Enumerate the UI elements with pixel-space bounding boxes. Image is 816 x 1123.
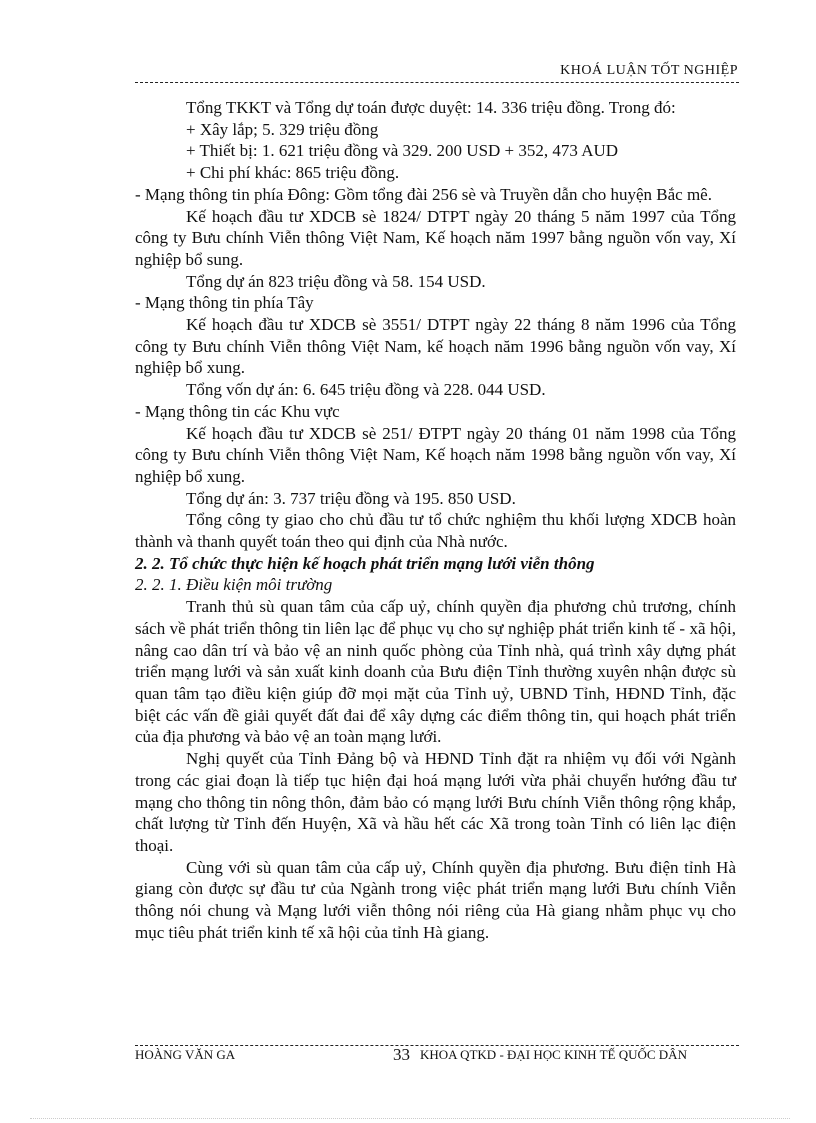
- footer-divider: [135, 1045, 739, 1046]
- paragraph-capital-6645: Tổng vốn dự án: 6. 645 triệu đồng và 228. 044 USD.: [186, 380, 546, 400]
- budget-item-construction: + Xây lắp; 5. 329 triệu đồng: [186, 119, 379, 139]
- budget-item-equipment: + Thiết bị: 1. 621 triệu đồng và 329. 200 USD + 352, 473 AUD: [186, 141, 619, 161]
- paragraph-budget-total: Tổng TKKT và Tổng dự toán được duyệt: 14. 336 triệu đồng. Trong đó:: [186, 98, 676, 117]
- section-heading: 2. 2. Tổ chức thực hiện kế hoạch phát triển mạng lưới viễn thông: [135, 553, 595, 573]
- budget-item-other: + Chi phí khác: 865 triệu đồng.: [186, 163, 400, 183]
- paragraph-local-support: Tranh thủ sù quan tâm của cấp uỷ, chính quyền địa phương chủ trương, chính sách về phát triển thông tin liên lạc để phục vụ cho sự nghiệp phát triển kinh tế - xã hội, nâng cao dân trí và bảo vệ an ninh quốc phòng của Tỉnh nhà, quá trình xây dựng phát triển mạng lưới và sản xuất kinh doanh của Bưu điện Tỉnh thường xuyên nhận được sù quan tâm tạo điều kiện giúp đỡ mọi mặt của Tỉnh uỷ, UBND Tỉnh, HĐND Tỉnh, đặc biệt các vấn đề giải quyết đất đai để xây dựng các điểm thông tin, qui hoạch phát triển của địa phương và bảo vệ an toàn mạng lưới.: [135, 597, 736, 747]
- page-edge-line: [30, 1118, 790, 1119]
- paragraph-project-823: Tổng dự án 823 triệu đồng và 58. 154 USD.: [186, 271, 486, 291]
- footer-author: HOÀNG VĂN GA: [135, 1047, 236, 1062]
- subsection-heading: 2. 2. 1. Điều kiện môi trường: [135, 575, 333, 595]
- page-body: [135, 97, 736, 943]
- running-header-title: KHOÁ LUẬN TỐT NGHIỆP: [560, 63, 738, 78]
- page-number: 33: [393, 1045, 410, 1064]
- paragraph-project-3737: Tổng dự án: 3. 737 triệu đồng và 195. 850 USD.: [186, 488, 516, 508]
- paragraph-plan-1824: Kế hoạch đầu tư XDCB sè 1824/ DTPT ngày 20 tháng 5 năm 1997 của Tổng công ty Bưu chính Viễn thông Việt Nam, Kế hoạch năm 1997 bằng nguồn vốn vay, Xí nghiệp bổ sung.: [135, 206, 736, 269]
- paragraph-plan-3551: Kế hoạch đầu tư XDCB sè 3551/ DTPT ngày 22 tháng 8 năm 1996 của Tổng công ty Bưu chính Viễn thông Việt Nam, kế hoạch năm 1996 bằng nguồn vốn vay, Xí nghiệp bổ xung.: [135, 315, 736, 378]
- paragraph-plan-251: Kế hoạch đầu tư XDCB sè 251/ ĐTPT ngày 20 tháng 01 năm 1998 của Tổng công ty Bưu chính Viễn thông Việt Nam, Kế hoạch năm 1998 bằng nguồn vốn vay, Xí nghiệp bổ xung.: [135, 423, 736, 486]
- header-divider: [135, 82, 739, 83]
- paragraph-regional-network: - Mạng thông tin các Khu vực: [135, 401, 340, 421]
- paragraph-acceptance: Tổng công ty giao cho chủ đầu tư tổ chức nghiệm thu khối lượng XDCB hoàn thành và thanh quyết toán theo qui định của Nhà nước.: [135, 510, 736, 552]
- paragraph-resolution: Nghị quyết của Tỉnh Đảng bộ và HĐND Tỉnh đặt ra nhiệm vụ đối với Ngành trong các giai đoạn là tiếp tục hiện đại hoá mạng lưới vừa phải chuyển hướng đầu tư mạng cho thông tin nông thôn, đảm bảo có mạng lưới Bưu chính Viễn thông rộng khắp, chất lượng từ Tỉnh đến Huyện, Xã và hầu hết các Xã trong toàn Tỉnh có liên lạc điện thoại.: [135, 749, 736, 855]
- paragraph-investment: Cùng với sù quan tâm của cấp uỷ, Chính quyền địa phương. Bưu điện tỉnh Hà giang còn được sự đầu tư của Ngành trong việc phát triển mạng lưới Bưu chính Viễn thông nói chung và Mạng lưới viễn thông nói riêng của Hà giang nhằm phục vụ cho mục tiêu phát triển kinh tế xã hội của tỉnh Hà giang.: [135, 857, 736, 942]
- paragraph-east-network: - Mạng thông tin phía Đông: Gồm tổng đài 256 sè và Truyền dẫn cho huyện Bắc mê.: [135, 184, 712, 204]
- footer-institution: KHOA QTKD - ĐẠI HỌC KINH TẾ QUỐC DÂN: [420, 1047, 687, 1062]
- paragraph-west-network: - Mạng thông tin phía Tây: [135, 293, 314, 313]
